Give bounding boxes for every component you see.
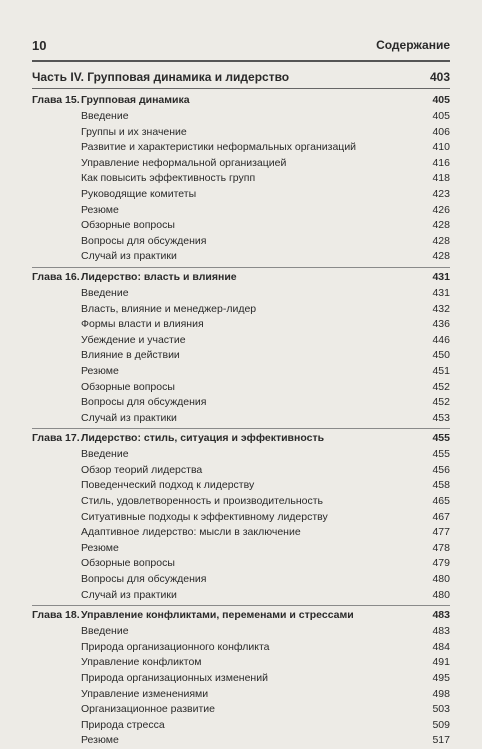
entry-title: Группы и их значение [81, 125, 187, 138]
toc-entry [32, 718, 450, 734]
part-heading [32, 67, 450, 87]
toc-entry [32, 702, 450, 718]
toc-entry [32, 171, 450, 187]
toc-entry [32, 624, 450, 640]
entry-page: 452 [432, 380, 450, 393]
toc-entry [32, 364, 450, 380]
toc-entry [32, 125, 450, 141]
entry-title: Развитие и характеристики неформальных организаций [81, 141, 357, 154]
toc-entry [32, 380, 450, 396]
entry-title: Введение [81, 625, 129, 638]
entry-title: Резюме [81, 364, 119, 377]
entry-title: Обзор теорий лидерства [81, 463, 203, 476]
toc-entry [32, 494, 450, 510]
entry-page: 467 [432, 510, 450, 523]
chapter-block [32, 91, 450, 268]
chapter-number: Глава 15. [32, 94, 80, 106]
chapter-heading [32, 429, 450, 447]
toc-entry [32, 588, 450, 604]
entry-page: 418 [432, 172, 450, 185]
entry-title: Как повысить эффективность групп [81, 172, 256, 185]
entry-title: Руководящие комитеты [81, 187, 197, 200]
entry-title: Обзорные вопросы [81, 380, 175, 393]
entry-page: 428 [432, 234, 450, 247]
entry-page: 451 [432, 364, 450, 377]
entry-page: 423 [432, 187, 450, 200]
toc-entry [32, 463, 450, 479]
chapter-block [32, 268, 450, 429]
entry-page: 428 [432, 219, 450, 232]
chapter-heading [32, 606, 450, 624]
entry-page: 483 [432, 625, 450, 638]
chapter-page: 455 [432, 432, 450, 445]
entry-title: Управление неформальной организацией [81, 156, 287, 169]
running-title: Содержание [376, 38, 450, 52]
toc-entry [32, 510, 450, 526]
entry-title: Адаптивное лидерство: мысли в заключение [81, 526, 301, 539]
toc-entry [32, 572, 450, 588]
toc-entry [32, 140, 450, 156]
entry-page: 452 [432, 396, 450, 409]
part-page: 403 [429, 70, 450, 84]
entry-title: Природа организационного конфликта [81, 640, 270, 653]
entry-title: Убеждение и участие [81, 333, 186, 346]
entry-title: Случай из практики [81, 588, 177, 601]
entry-title: Природа организационных изменений [81, 672, 268, 684]
toc-entry [32, 411, 450, 427]
entry-page: 498 [432, 687, 450, 700]
entry-title: Вопросы для обсуждения [81, 573, 207, 586]
chapter-heading [32, 91, 450, 109]
entry-page: 491 [432, 656, 450, 669]
chapter-title: Групповая динамика [81, 94, 190, 106]
toc-entry [32, 541, 450, 557]
chapter-page: 405 [432, 94, 450, 106]
entry-title: Власть, влияние и менеджер-лидер [81, 302, 257, 315]
toc-entry [32, 395, 450, 411]
entry-title: Вопросы для обсуждения [81, 396, 207, 409]
entry-page: 458 [432, 479, 450, 492]
entry-title: Резюме [81, 541, 119, 554]
chapter-heading [32, 268, 450, 286]
entry-page: 416 [432, 156, 450, 169]
entry-title: Введение [81, 110, 129, 122]
chapter-title: Управление конфликтами, переменами и стрессами [81, 609, 354, 622]
toc-entry [32, 348, 450, 364]
chapter-number: Глава 18. [32, 609, 80, 622]
entry-title: Влияние в действии [81, 349, 180, 362]
entry-page: 480 [432, 573, 450, 586]
entry-title: Введение [81, 286, 129, 299]
page-number: 10 [32, 38, 47, 53]
toc-entry [32, 203, 450, 219]
toc-entry [32, 109, 450, 125]
entry-page: 436 [432, 318, 450, 331]
toc-entry [32, 556, 450, 572]
entry-page: 446 [432, 333, 450, 346]
toc-entry [32, 317, 450, 333]
entry-page: 450 [432, 349, 450, 362]
toc-entry [32, 640, 450, 656]
entry-title: Введение [81, 448, 129, 461]
entry-page: 431 [432, 286, 450, 299]
entry-title: Поведенческий подход к лидерству [81, 479, 255, 492]
chapter-block [32, 606, 450, 749]
entry-title: Резюме [81, 203, 119, 216]
header-rule [32, 60, 450, 62]
entry-page: 406 [432, 125, 450, 138]
entry-title: Случай из практики [81, 411, 177, 424]
entry-title: Организационное развитие [81, 703, 216, 716]
entry-page: 517 [432, 734, 450, 747]
toc-entry [32, 286, 450, 302]
toc-entry [32, 249, 450, 265]
entry-title: Управление конфликтом [81, 656, 202, 669]
toc-entry [32, 302, 450, 318]
entry-page: 456 [432, 463, 450, 476]
chapter-title: Лидерство: власть и влияние [81, 270, 237, 283]
entry-page: 428 [432, 250, 450, 263]
toc-entry [32, 525, 450, 541]
chapter-block [32, 429, 450, 606]
part-title: Часть IV. Групповая динамика и лидерство [32, 70, 290, 84]
chapter-number: Глава 17. [32, 432, 80, 445]
entry-page: 495 [432, 672, 450, 684]
chapter-number: Глава 16. [32, 270, 80, 283]
part-rule [32, 88, 450, 89]
entry-page: 465 [432, 495, 450, 508]
entry-title: Природа стресса [81, 718, 165, 731]
chapter-page: 431 [432, 270, 450, 283]
entry-page: 480 [432, 588, 450, 601]
toc-entry [32, 447, 450, 463]
entry-title: Обзорные вопросы [81, 557, 175, 570]
table-of-contents [32, 91, 450, 749]
chapter-page: 483 [432, 609, 450, 622]
entry-page: 455 [432, 448, 450, 461]
entry-page: 477 [432, 526, 450, 539]
entry-page: 503 [432, 703, 450, 716]
entry-page: 426 [432, 203, 450, 216]
toc-entry [32, 156, 450, 172]
toc-entry [32, 333, 450, 349]
entry-title: Стиль, удовлетворенность и производительность [81, 495, 324, 508]
toc-entry [32, 655, 450, 671]
entry-page: 405 [432, 110, 450, 122]
entry-page: 432 [432, 302, 450, 315]
toc-entry [32, 733, 450, 749]
entry-page: 410 [432, 141, 450, 154]
toc-entry [32, 218, 450, 234]
entry-page: 453 [432, 411, 450, 424]
entry-title: Вопросы для обсуждения [81, 234, 207, 247]
entry-page: 478 [432, 541, 450, 554]
entry-title: Случай из практики [81, 250, 177, 263]
running-header [32, 38, 450, 54]
toc-entry [32, 187, 450, 203]
toc-entry [32, 234, 450, 250]
entry-page: 509 [432, 718, 450, 731]
entry-title: Резюме [81, 734, 119, 747]
entry-page: 484 [432, 640, 450, 653]
entry-page: 479 [432, 557, 450, 570]
chapter-title: Лидерство: стиль, ситуация и эффективность [81, 432, 325, 445]
entry-title: Управление изменениями [81, 687, 209, 700]
entry-title: Обзорные вопросы [81, 219, 175, 232]
entry-title: Ситуативные подходы к эффективному лидерству [81, 510, 328, 523]
entry-title: Формы власти и влияния [81, 318, 204, 331]
toc-entry [32, 671, 450, 687]
toc-entry [32, 478, 450, 494]
